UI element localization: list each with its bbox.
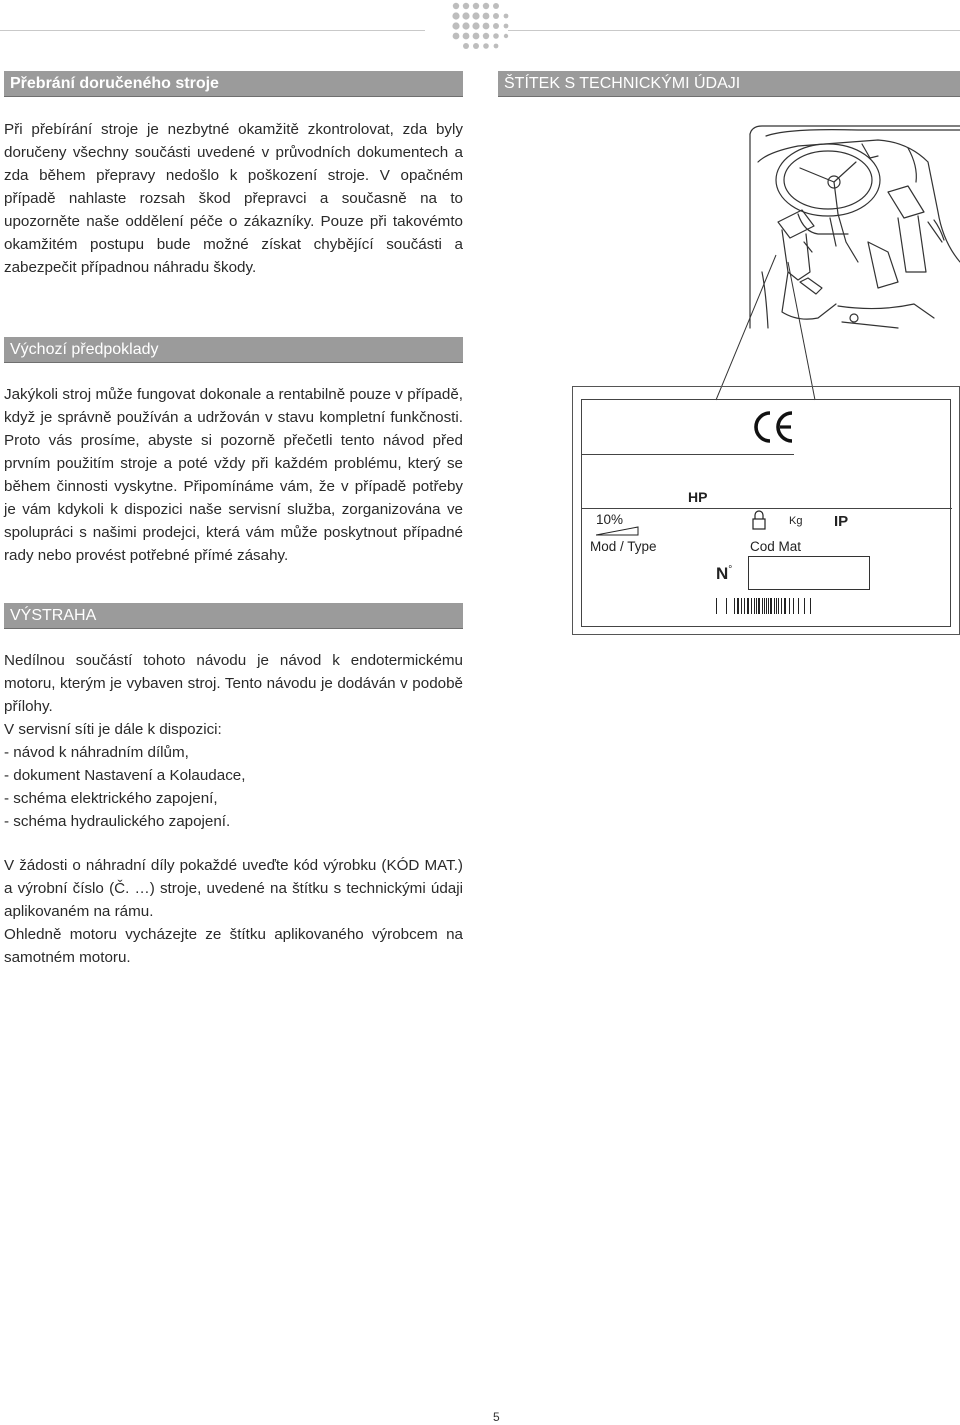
plate-cod-mat-label: Cod Mat (750, 539, 802, 554)
plate-hp-label: HP (688, 489, 708, 505)
intro-text: Při přebírání stroje je nezbytné okamžitě zkontrolovat, zda byly doručeny všechny součásti uvedené v průvodních dokumentech a zda během přepravy nedošlo k poškození stroje. V opačném případě nahlaste rozsah škod přepravci a současně na to upozorněte naše oddělení péče o zákazníky. Pouze při takovémto okamžitém postupu bude možné získat chybějící součásti a zabezpečit případnou náhradu škody. (4, 121, 463, 276)
plate-slope-label: 10% (596, 512, 624, 527)
plate-mod-type-label: Mod / Type (590, 539, 657, 554)
warning-line-8: Ohledně motoru vycházejte ze štítku aplikovaného výrobcem na samotném motoru. (4, 926, 463, 966)
serial-n: N (716, 564, 729, 583)
warning-line-1: Nedílnou součástí tohoto návodu je návod k endotermickému motoru, kterým je vybaven stroj. Tento návodu je dodáván v podobě přílohy. (4, 652, 463, 715)
warning-line-7: V žádosti o náhradní díly pokaždé uveďte kód výrobku (KÓD MAT.) a výrobní číslo (Č. …) stroje, uvedené na štítku s technickými údaji aplikovaném na rámu. (4, 857, 463, 920)
prerequisites-text: Jakýkoli stroj může fungovat dokonale a rentabilně pouze v případě, když je správně používán a udržován v stavu kompletní funkčnosti. Proto vás prosíme, abyste si pozorně přečetli tento návod před prvním použitím stroje a poté vždy při každém problému, který se během činnosti vyskytne. Připomínáme vám, že v případě potřeby je vám kdykoli k dispozici naše servisní služba, zorganizována ve spolupráci s našimi prodejci, která vám může poskytnout případné rady nebo provést potřebné přímé zásahy. (4, 386, 463, 564)
warning-paragraph (4, 649, 463, 969)
plate-divider-2 (582, 508, 952, 509)
warning-line-5: - schéma elektrického zapojení, (4, 790, 218, 807)
ce-mark-icon (752, 410, 796, 444)
barcode-icon (716, 598, 836, 614)
plate-serial-label (716, 564, 732, 584)
warning-line-2: V servisní síti je dále k dispozici: (4, 721, 222, 738)
section-title-delivery: Přebrání doručeného stroje (4, 71, 463, 97)
padlock-icon (752, 510, 766, 530)
section-title-data-plate: ŠTÍTEK S TECHNICKÝMI ÚDAJI (498, 71, 960, 97)
page-number: 5 (493, 1410, 500, 1424)
cod-mat-box (748, 556, 870, 590)
section-title-warning: VÝSTRAHA (4, 603, 463, 629)
warning-line-6: - schéma hydraulického zapojení. (4, 813, 231, 830)
slope-icon (596, 526, 640, 536)
serial-degree: ° (728, 564, 733, 576)
plate-ip-label: IP (834, 513, 849, 530)
plate-divider-1 (582, 454, 794, 455)
plate-inner-frame (581, 399, 951, 627)
warning-line-3: - návod k náhradním dílům, (4, 744, 189, 761)
section-title-prerequisites: Výchozí předpoklady (4, 337, 463, 363)
warning-line-4: - dokument Nastavení a Kolaudace, (4, 767, 246, 784)
technical-data-plate (572, 386, 960, 635)
plate-kg-label: Kg (789, 515, 803, 527)
